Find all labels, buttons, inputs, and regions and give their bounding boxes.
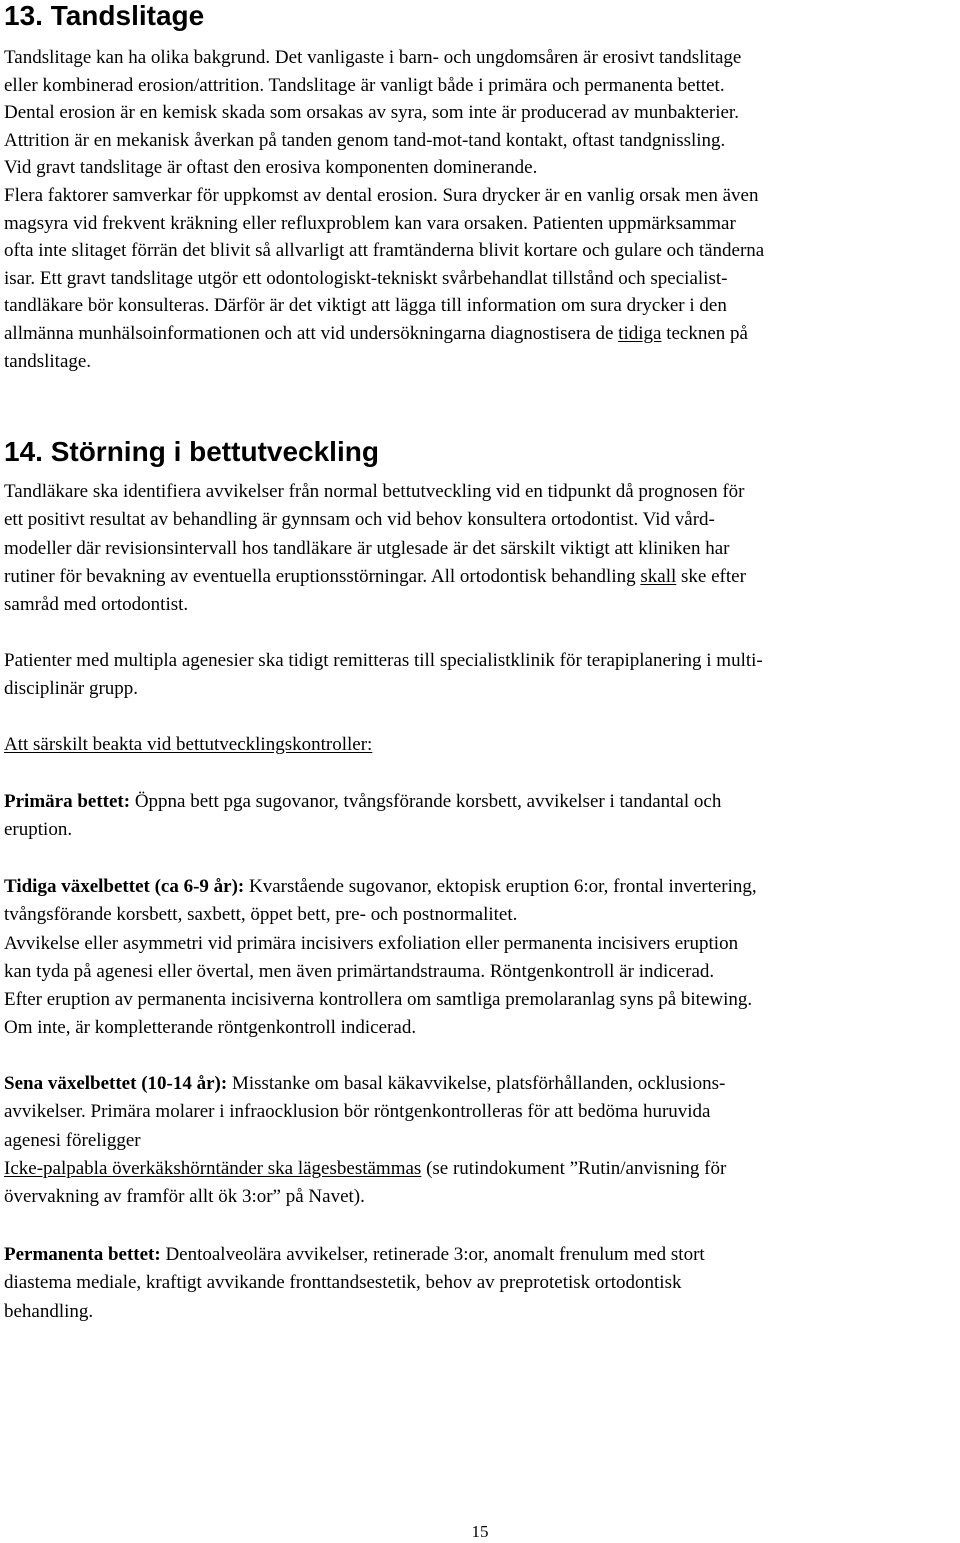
permanenta-bettet-label: Permanenta bettet: [4,1244,161,1265]
sena-vaxelbettet-label: Sena växelbettet (10-14 år): [4,1073,228,1094]
text-run: All ortodontisk behandling [427,565,641,587]
text-run: Dentoalveolära avvikelser, retinerade 3:or, anomalt frenulum med stort [160,1244,705,1265]
text-line: Efter eruption av permanenta incisiverna kontrollera om samtliga premolaranlag syns på bitewing. [4,989,753,1011]
tidiga-vaxelbettet-label: Tidiga växelbettet (ca 6-9 år): [4,876,245,897]
text-line: övervakning av framför allt ök 3:or” på Navet). [4,1186,365,1208]
text-run: Misstanke om basal käkavvikelse, platsförhållanden, ocklusions- [227,1073,726,1094]
section-14-paragraph-2 [4,647,960,704]
text-line: diastema mediale, kraftigt avvikande fronttandsestetik, behov av preprotetisk ortodontisk [4,1272,682,1294]
primara-bettet-paragraph [4,788,960,845]
text-line: disciplinär grupp. [4,678,139,700]
underlined-word-tidiga: tidiga [618,322,662,344]
text-run: ske efter [676,565,746,587]
text-line: Dental erosion är en kemisk skada som orsakas av syra, som inte är producerad av munbakterier. [4,102,739,124]
text-line: Vid gravt tandslitage är oftast den erosiva komponenten dominerande. [4,157,538,179]
beakta-heading: Att särskilt beakta vid bettutvecklingskontroller: [4,734,373,755]
text-line: agenesi föreligger [4,1129,141,1151]
permanenta-bettet-paragraph [4,1241,960,1326]
text-line: Attrition är en mekanisk åverkan på tanden genom tand-mot-tand kontakt, oftast tandgnissling. [4,129,726,151]
text-run: Kvarstående sugovanor, ektopisk eruption 6:or, frontal invertering, [244,876,757,897]
tidiga-vaxelbettet-paragraph [4,873,960,1043]
section-14-paragraph-1 [4,478,960,619]
text-line [4,1241,960,1269]
primara-bettet-label: Primära bettet: [4,791,131,812]
text-line: eruption. [4,819,73,841]
text-run: rutiner för bevakning av eventuella eruptionsstörningar. [4,565,428,587]
text-line: tandslitage. [4,350,92,372]
text-line [4,1070,960,1098]
section-13-body [4,44,960,375]
text-run: allmänna munhälsoinformationen och att vid undersökningarna diagnostisera de [4,322,619,344]
text-line: behandling. [4,1300,94,1322]
text-line: ett positivt resultat av behandling är gynnsam och vid behov konsultera ortodontist. Vid vård- [4,509,715,531]
text-line: eller kombinerad erosion/attrition. Tandslitage är vanligt både i primära och permanenta bettet. [4,74,725,96]
text-line: Flera faktorer samverkar för uppkomst av dental erosion. Sura drycker är en vanlig orsak men även [4,184,759,206]
beakta-heading-block [4,731,960,759]
text-run: (se rutindokument ”Rutin/anvisning för [421,1157,727,1179]
text-line [4,1155,960,1183]
text-run: Öppna bett pga sugovanor, tvångsförande korsbett, avvikelser i tandantal och [130,791,722,812]
text-line [4,788,960,816]
text-line: tvångsförande korsbett, saxbett, öppet bett, pre- och postnormalitet. [4,904,518,926]
section-13-heading: 13. Tandslitage [4,0,205,31]
text-line: magsyra vid frekvent kräkning eller refluxproblem kan vara orsaken. Patienten uppmärksammar [4,212,736,234]
text-line: tandläkare bör konsulteras. Därför är det viktigt att lägga till information om sura drycker i den [4,295,727,317]
sena-vaxelbettet-paragraph [4,1070,960,1211]
text-line: Avvikelse eller asymmetri vid primära incisivers exfoliation eller permanenta incisivers eruption [4,932,739,954]
text-line: Patienter med multipla agenesier ska tidigt remitteras till specialistklinik för terapiplanering i multi- [4,650,763,671]
text-line: avvikelser. Primära molarer i infraocklusion bör röntgenkontrolleras för att bedöma huruvida [4,1101,711,1123]
text-line [4,873,960,901]
text-line: Om inte, är kompletterande röntgenkontroll indicerad. [4,1017,417,1039]
text-line: modeller där revisionsintervall hos tandläkare är utglesade är det särskilt viktigt att kliniken har [4,537,730,559]
text-run: tecknen på [661,322,748,344]
text-line: kan tyda på agenesi eller övertal, men även primärtandstrauma. Röntgenkontroll är indicerad. [4,960,715,982]
underlined-word-skall: skall [640,565,677,587]
underlined-phrase-icke-palpabla: Icke-palpabla överkäkshörntänder ska lägesbestämmas [4,1157,422,1179]
section-14-heading: 14. Störning i bettutveckling [4,436,379,467]
text-line [4,563,960,591]
text-line [4,320,960,348]
text-line: Tandslitage kan ha olika bakgrund. Det vanligaste i barn- och ungdomsåren är erosivt tandslitage [4,47,742,68]
text-line: Tandläkare ska identifiera avvikelser från normal bettutveckling vid en tidpunkt då prognosen för [4,481,745,502]
page-number: 15 [471,1522,489,1541]
text-line: isar. Ett gravt tandslitage utgör ett odontologiskt-tekniskt svårbehandlat tillstånd och specialist- [4,267,728,289]
text-line: samråd med ortodontist. [4,594,189,616]
text-line: ofta inte slitaget förrän det blivit så allvarligt att framtänderna blivit kortare och gulare och tänderna [4,240,765,262]
